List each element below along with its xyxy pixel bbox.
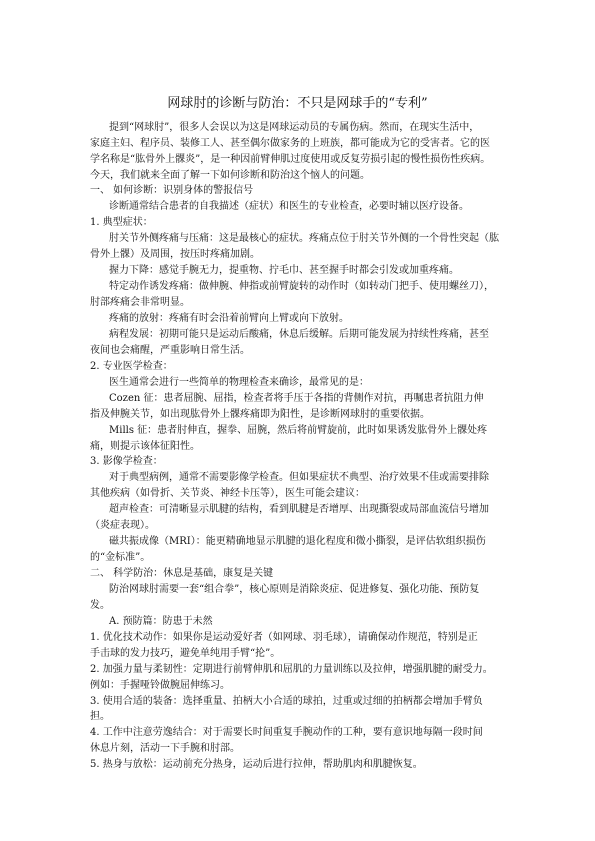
text-line: 的“金标准”。 — [90, 552, 151, 563]
text-line: 握力下降：感觉手腕无力，提重物、拧毛巾、甚至握手时都会引发或加重疼痛。 — [109, 265, 459, 276]
text-line: 今天，我们就来全面了解一下如何诊断和防治这个恼人的问题。 — [90, 170, 370, 181]
text-line: 例如：手握哑铃做腕屈伸练习。 — [90, 680, 230, 691]
text-line: 痛，则提示该体征阳性。 — [90, 441, 200, 452]
text-line: 医生通常会进行一些简单的物理检查来确诊，最常见的是： — [109, 377, 369, 388]
text-line: 诊断通常结合患者的自我描述（症状）和医生的专业检查，必要时辅以医疗设备。 — [109, 201, 469, 212]
text-line: Cozen 征：患者屈腕、屈指，检查者将手压于各指的背侧作对抗，再嘱患者抗阻力伸 — [109, 393, 484, 404]
text-line: 其他疾病（如骨折、关节炎、神经卡压等），医生可能会建议： — [90, 488, 365, 499]
text-line: 家庭主妇、程序员、装修工人、甚至偶尔做家务的上班族，都可能成为它的受害者。它的医 — [90, 138, 490, 149]
text-line: 肘部疼痛会非常明显。 — [90, 297, 190, 308]
text-line: 特定动作诱发疼痛：做伸腕、伸指或前臂旋转的动作时（如转动门把手、使用螺丝刀）， — [109, 281, 494, 292]
text-line: 发。 — [90, 600, 110, 611]
text-line: 3. 使用合适的装备：选择重量、拍柄大小合适的球拍，过重或过细的拍柄都会增加手臂负 — [90, 696, 483, 707]
text-line: 磁共振成像（MRI）：能更精确地显示肌腱的退化程度和微小撕裂，是评估软组织损伤 — [109, 536, 486, 547]
text-line: 骨外上髁）及周围，按压时疼痛加剧。 — [90, 249, 260, 260]
text-line: 提到“网球肘”，很多人会误以为这是网球运动员的专属伤病。然而，在现实生活中， — [109, 122, 480, 133]
text-line: 指及伸腕关节，如出现肱骨外上髁疼痛即为阳性，是诊断网球肘的重要依据。 — [90, 409, 430, 420]
text-line: 4. 工作中注意劳逸结合：对于需要长时间重复手腕动作的工种，要有意识地每隔一段时间 — [90, 727, 483, 738]
text-line: 担。 — [90, 711, 110, 722]
text-line: 3. 影像学检查： — [90, 456, 163, 467]
text-line: 休息片刻，活动一下手腕和肘部。 — [90, 743, 240, 754]
text-line: 疼痛的放射：疼痛有时会沿着前臂向上臂或向下放射。 — [109, 313, 349, 324]
text-line: 1. 优化技术动作：如果你是运动爱好者（如网球、羽毛球），请确保动作规范，特别是正 — [90, 632, 478, 643]
text-line: 手击球的发力技巧，避免单纯用手臂“抡”。 — [90, 648, 281, 659]
text-line: 对于典型病例，通常不需要影像学检查。但如果症状不典型、治疗效果不佳或需要排除 — [109, 472, 489, 483]
text-line: 2. 加强力量与柔韧性：定期进行前臂伸肌和屈肌的力量训练以及拉伸，增强肌腱的耐受力。 — [90, 664, 493, 675]
text-line: 一、 如何诊断：识别身体的警报信号 — [90, 185, 254, 196]
document-title: 网球肘的诊断与防治：不只是网球手的“专利” — [167, 96, 428, 111]
text-line: 超声检查：可清晰显示肌腱的结构，看到肌腱是否增厚、出现撕裂或局部血流信号增加 — [109, 504, 489, 515]
text-line: （炎症表现）。 — [90, 520, 155, 531]
text-line: 1. 典型症状： — [90, 217, 153, 228]
text-line: 夜间也会痛醒，严重影响日常生活。 — [90, 345, 250, 356]
text-line: 病程发展：初期可能只是运动后酸痛，休息后缓解。后期可能发展为持续性疼痛，甚至 — [109, 329, 489, 340]
text-line: 二、 科学防治：休息是基础，康复是关键 — [90, 568, 274, 579]
text-line: 学名称是“肱骨外上髁炎”，是一种因前臂伸肌过度使用或反复劳损引起的慢性损伤性疾病。 — [90, 154, 491, 165]
text-line: Mills 征：患者肘伸直，握拳、屈腕，然后将前臂旋前，此时如果诱发肱骨外上髁处疼 — [109, 425, 488, 436]
text-line: 5. 热身与放松：运动前充分热身，运动后进行拉伸，帮助肌肉和肌腱恢复。 — [90, 759, 423, 770]
text-line: 防治网球肘需要一套“组合拳”，核心原则是消除炎症、促进修复、强化功能、预防复 — [109, 584, 480, 595]
text-line: 2. 专业医学检查： — [90, 361, 173, 372]
text-line: A. 预防篇：防患于未然 — [109, 616, 213, 627]
text-line: 肘关节外侧疼痛与压痛：这是最核心的症状。疼痛点位于肘关节外侧的一个骨性突起（肱 — [109, 233, 499, 244]
